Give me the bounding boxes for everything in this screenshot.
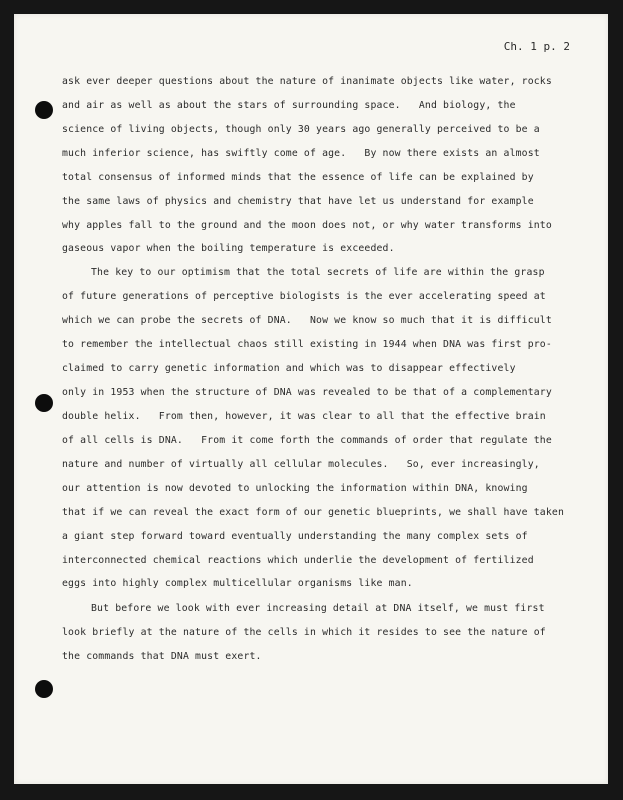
text-line: eggs into highly complex multicellular organisms like man. bbox=[62, 578, 413, 589]
text-line: interconnected chemical reactions which underlie the development of fertilized bbox=[62, 555, 534, 566]
text-line: and air as well as about the stars of surrounding space. And biology, the bbox=[62, 100, 516, 111]
text-line: which we can probe the secrets of DNA. Now we know so much that it is difficult bbox=[62, 315, 552, 326]
text-line: gaseous vapor when the boiling temperature is exceeded. bbox=[62, 243, 395, 254]
text-line: claimed to carry genetic information and which was to disappear effectively bbox=[62, 363, 516, 374]
text-line: science of living objects, though only 30 years ago generally perceived to be a bbox=[62, 124, 540, 135]
text-line: why apples fall to the ground and the moon does not, or why water transforms into bbox=[62, 220, 552, 231]
text-line: that if we can reveal the exact form of our genetic blueprints, we shall have taken bbox=[62, 507, 565, 518]
text-line: of future generations of perceptive biologists is the ever accelerating speed at bbox=[62, 291, 546, 302]
page-reference: Ch. 1 p. 2 bbox=[503, 40, 570, 53]
text-line: the commands that DNA must exert. bbox=[62, 651, 262, 662]
text-line: the same laws of physics and chemistry that have let us understand for example bbox=[62, 196, 534, 207]
text-line: only in 1953 when the structure of DNA was revealed to be that of a complementary bbox=[62, 387, 552, 398]
text-line: nature and number of virtually all cellular molecules. So, ever increasingly, bbox=[62, 459, 540, 470]
text-line: look briefly at the nature of the cells in which it resides to see the nature of bbox=[62, 627, 546, 638]
text-line: our attention is now devoted to unlocking the information within DNA, knowing bbox=[62, 483, 528, 494]
text-line: much inferior science, has swiftly come of age. By now there exists an almost bbox=[62, 148, 540, 159]
typewritten-page bbox=[14, 14, 608, 784]
text-line: total consensus of informed minds that the essence of life can be explained by bbox=[62, 172, 534, 183]
punch-hole-top bbox=[35, 101, 53, 119]
text-line: But before we look with ever increasing detail at DNA itself, we must first bbox=[91, 603, 545, 614]
text-line: double helix. From then, however, it was clear to all that the effective brain bbox=[62, 411, 546, 422]
text-line: ask ever deeper questions about the nature of inanimate objects like water, rocks bbox=[62, 76, 552, 87]
punch-hole-middle bbox=[35, 394, 53, 412]
text-line: to remember the intellectual chaos still existing in 1944 when DNA was first pro- bbox=[62, 339, 552, 350]
text-line: a giant step forward toward eventually understanding the many complex sets of bbox=[62, 531, 528, 542]
punch-hole-bottom bbox=[35, 680, 53, 698]
text-line: The key to our optimism that the total secrets of life are within the grasp bbox=[91, 267, 545, 278]
text-line: of all cells is DNA. From it come forth the commands of order that regulate the bbox=[62, 435, 552, 446]
